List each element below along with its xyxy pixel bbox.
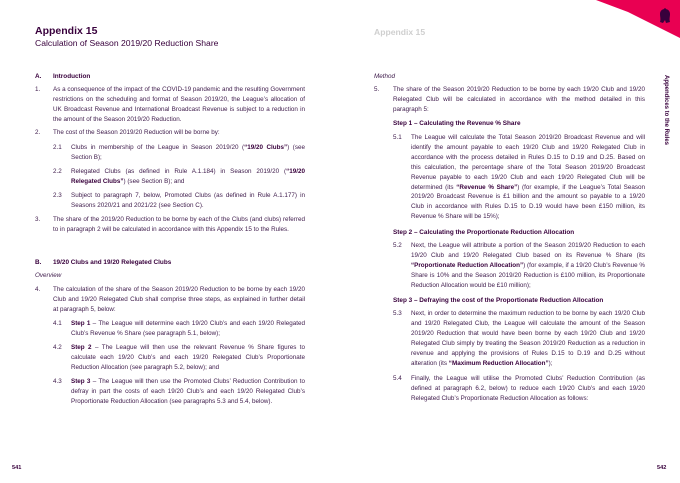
para-number: 4.3 (53, 378, 62, 385)
paragraph-5-4: Finally, the League will utilise the Promoted Clubs’ Reduction Contribution (as defined at paragraph 6.2, below) to reduce each 19/20 Club’s and each 19/20 Relegated Club’s Proportionate Reduction Allocation as follows: (411, 375, 645, 402)
para-number: 5.3 (393, 310, 402, 317)
paragraph-4: The calculation of the share of the Season 2019/20 Reduction to be borne by each 19/20 Club and 19/20 Relegated Club shall comprise three steps, as explained in further detail at paragraph 5, below: (53, 286, 305, 313)
running-header: Appendix 15 (374, 27, 426, 37)
section-b-number: B. (35, 259, 42, 266)
para-number: 2.3 (53, 192, 62, 199)
paragraph-4-3: Step 3 – The League will then use the Promoted Clubs’ Reduction Contribution to defray in part the costs of each 19/20 Club’s and each 19/20 Relegated Club’s Proportionate Reduction Allocation (see paragraphs 5.3 and 5.4, below). (71, 378, 305, 405)
para-number: 5. (374, 86, 380, 93)
para-number: 1. (35, 86, 41, 93)
step-3-heading: Step 3 – Defraying the cost of the Proportionate Reduction Allocation (393, 297, 604, 304)
right-page (340, 0, 680, 483)
section-a-number: A. (35, 73, 42, 80)
para-number: 4.1 (53, 320, 62, 327)
page-number: 541 (12, 465, 22, 471)
section-b-heading: 19/20 Clubs and 19/20 Relegated Clubs (53, 259, 172, 266)
paragraph-4-1: Step 1 – The League will determine each 19/20 Club’s and each 19/20 Relegated Club’s Revenue % Share (see paragraph 5.1, below); (71, 320, 305, 337)
para-number: 5.2 (393, 242, 402, 249)
side-label: Appendices to the Rules (663, 75, 669, 146)
paragraph-5-2: Next, the League will attribute a portion of the Season 2019/20 Reduction to each 19/20 Club and 19/20 Relegated Club based on its Revenue % Share (its “Proportionate Reduction Allocation”) (for example, if a 19/20 Club’s Revenue % Share is 10% and the Season 2019/20 Reduction is £100 million, its Proportionate Reduction Allocation would be £10 million); (411, 242, 646, 289)
paragraph-2: The cost of the Season 2019/20 Reduction will be borne by: (53, 129, 220, 136)
page-title: Appendix 15 (35, 25, 98, 37)
paragraph-5: The share of the Season 2019/20 Reduction to be borne by each 19/20 Club and 19/20 Relegated Club will be calculated in accordance with the method detailed in this paragraph 5: (393, 86, 645, 113)
step-1-heading: Step 1 – Calculating the Revenue % Share (393, 120, 521, 127)
paragraph-2-1: Clubs in membership of the League in Season 2019/20 (“19/20 Clubs”) (see Section B); (71, 144, 305, 161)
para-number: 5.4 (393, 375, 402, 382)
para-number: 4. (35, 286, 41, 293)
para-number: 5.1 (393, 134, 402, 141)
paragraph-5-3: Next, in order to determine the maximum reduction to be borne by each 19/20 Club and 19/20 Relegated Club, the League will calculate the amount of the Season 2019/20 Reduction that would have been borne by each 19/20 Club and 19/20 Relegated Club simply by treating the Season 2019/20 Reduction as a reduction in revenue and applying the provisions of Rules D.15 to D.19 and D.25 without alteration (its “Maximum Reduction Allocation”); (411, 310, 645, 367)
page-number: 542 (657, 465, 667, 471)
para-number: 2. (35, 129, 41, 136)
paragraph-3: The share of the 2019/20 Reduction to be borne by each of the Clubs (and clubs) referred to in paragraph 2 will be calculated in accordance with this Appendix 15 to the Rules. (53, 216, 305, 233)
overview-heading: Overview (35, 272, 62, 279)
para-number: 4.2 (53, 344, 62, 351)
section-a-heading: Introduction (53, 73, 91, 80)
paragraph-4-2: Step 2 – The League will then use the relevant Revenue % Share figures to calculate each 19/20 Club’s and each 19/20 Relegated Club’s Proportionate Reduction Allocation (see paragraph 5.2, below); and (71, 344, 305, 371)
para-number: 2.1 (53, 144, 62, 151)
paragraph-5-1: The League will calculate the Total Season 2019/20 Broadcast Revenue and will identify the amount payable to each 19/20 Club and 19/20 Relegated Club in accordance with the process detailed in Rules D.15 to D.19 and D.25. Based on this calculation, the percentage share of the Total Season 2019/20 Broadcast Revenue payable to each 19/20 Club and each 19/20 Relegated Club will be determined (its “Revenue % Share”) (for example, if the League’s Total Season 2019/20 Broadcast Revenue is £1 billion and the amount so payable to a 19/20 Club in accordance with Rules D.15 to D.19 would have been £150 million, its Revenue % Share will be 15%); (411, 134, 645, 221)
step-2-heading: Step 2 – Calculating the Proportionate Reduction Allocation (393, 229, 575, 236)
para-number: 2.2 (53, 168, 62, 175)
paragraph-2-2: Relegated Clubs (as defined in Rule A.1.184) in Season 2019/20 (“19/20 Relegated Clubs”) (see Section B); and (71, 168, 305, 185)
paragraph-1: As a consequence of the impact of the COVID-19 pandemic and the resulting Government restrictions on the scheduling and format of Season 2019/20, the League’s allocation of UK Broadcast Revenue and International Broadcast Revenue is subject to a reduction in the amount of the Season 2019/20 Reduction. (53, 86, 305, 123)
method-heading: Method (374, 73, 396, 80)
para-number: 3. (35, 216, 41, 223)
lion-logo-icon (658, 8, 672, 24)
page-subtitle: Calculation of Season 2019/20 Reduction Share (35, 38, 219, 48)
paragraph-2-3: Subject to paragraph 7, below, Promoted Clubs (as defined in Rule A.1.177) in Seasons 2020/21 and 2021/22 (see Section C). (71, 192, 305, 209)
